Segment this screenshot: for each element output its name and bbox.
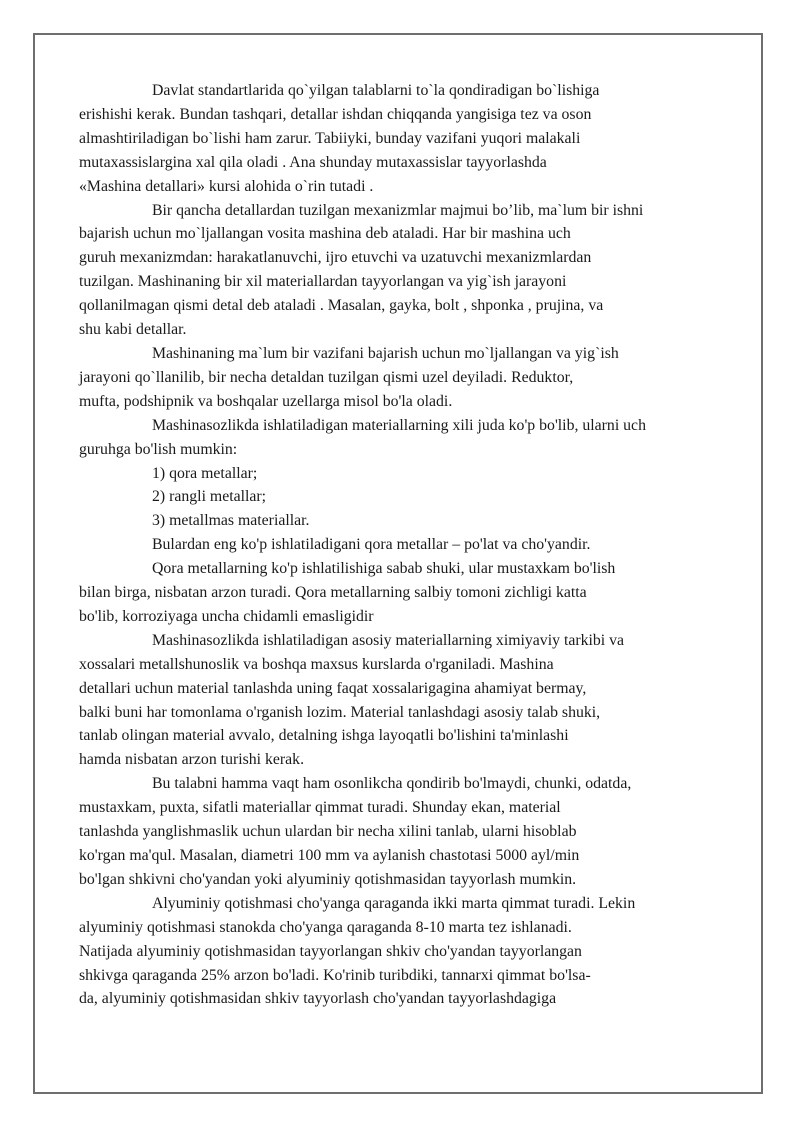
- text-line: «Mashina detallari» kursi alohida o`rin tutadi .: [79, 177, 374, 195]
- text-line: Mashinasozlikda ishlatiladigan asosiy materiallarning ximiyaviy tarkibi va: [152, 631, 625, 649]
- text-line: bo'lgan shkivni cho'yandan yoki alyuminiy qotishmasidan tayyorlash mumkin.: [79, 870, 577, 888]
- text-line: guruh mexanizmdan: harakatlanuvchi, ijro etuvchi va uzatuvchi mexanizmlardan: [79, 249, 592, 267]
- text-line: Davlat standartlarida qo`yilgan talablarni to`la qondiradigan bo`lishiga: [152, 82, 600, 99]
- text-line: Bulardan eng ko'p ishlatiladigani qora metallar – po'lat va cho'yandir.: [152, 536, 591, 554]
- text-line: almashtiriladigan bo`lishi ham zarur. Tabiiyki, bunday vazifani yuqori malakali: [79, 129, 581, 147]
- document-body: [79, 79, 716, 1011]
- text-line: erishishi kerak. Bundan tashqari, detallar ishdan chiqqanda yangisiga tez va oson: [79, 105, 592, 123]
- text-line: tuzilgan. Mashinaning bir xil materiallardan tayyorlangan va yig`ish jarayoni: [79, 273, 567, 291]
- text-line: bajarish uchun mo`ljallangan vosita mashina deb ataladi. Har bir mashina uch: [79, 225, 571, 243]
- text-line: Qora metallarning ko'p ishlatilishiga sabab shuki, ular mustaxkam bo'lish: [152, 560, 616, 578]
- text-line: ko'rgan ma'qul. Masalan, diametri 100 mm va aylanish chastotasi 5000 ayl/min: [79, 847, 580, 864]
- text-line: Natijada alyuminiy qotishmasidan tayyorlangan shkiv cho'yandan tayyorlangan: [79, 942, 582, 960]
- text-line: 2) rangli metallar;: [152, 488, 267, 506]
- text-line: Bu talabni hamma vaqt ham osonlikcha qondirib bo'lmaydi, chunki, odatda,: [152, 775, 632, 793]
- text-line: 1) qora metallar;: [152, 464, 258, 482]
- text-line: guruhga bo'lish mumkin:: [79, 440, 238, 458]
- text-line: tanlab olingan material avvalo, detalning ishga layoqatli bo'lishini ta'minlashi: [79, 727, 569, 745]
- text-line: Mashinaning ma`lum bir vazifani bajarish uchun mo`ljallangan va yig`ish: [152, 344, 619, 362]
- text-line: hamda nisbatan arzon turishi kerak.: [79, 751, 305, 769]
- text-line: balki buni har tomonlama o'rganish lozim. Material tanlashdagi asosiy talab shuki,: [79, 703, 601, 721]
- text-line: mutaxassislargina xal qila oladi . Ana shunday mutaxassislar tayyorlashda: [79, 153, 547, 171]
- text-line: Bir qancha detallardan tuzilgan mexanizmlar majmui bo’lib, ma`lum bir ishni: [152, 201, 644, 219]
- text-line: xossalari metallshunoslik va boshqa maxsus kurslarda o'rganiladi. Mashina: [79, 655, 554, 673]
- text-line: mufta, podshipnik va boshqalar uzellarga misol bo'la oladi.: [79, 392, 453, 410]
- text-line: detallari uchun material tanlashda uning faqat xossalarigagina ahamiyat bermay,: [79, 679, 587, 697]
- text-line: 3) metallmas materiallar.: [152, 512, 310, 530]
- text-line: da, alyuminiy qotishmasidan shkiv tayyorlash cho'yandan tayyorlashdagiga: [79, 990, 557, 1008]
- text-line: bo'lib, korroziyaga uncha chidamli emasligidir: [79, 607, 374, 625]
- text-line: bilan birga, nisbatan arzon turadi. Qora metallarning salbiy tomoni zichligi katta: [79, 584, 587, 602]
- text-line: alyuminiy qotishmasi stanokda cho'yanga qaraganda 8-10 marta tez ishlanadi.: [79, 918, 572, 936]
- text-line: shu kabi detallar.: [79, 321, 187, 339]
- text-line: tanlashda yanglishmaslik uchun ulardan bir necha xilini tanlab, ularni hisoblab: [79, 823, 577, 841]
- text-line: Alyuminiy qotishmasi cho'yanga qaraganda ikki marta qimmat turadi. Lekin: [152, 894, 636, 912]
- text-line: Mashinasozlikda ishlatiladigan materiallarning xili juda ko'p bo'lib, ularni uch: [152, 416, 646, 434]
- text-line: qollanilmagan qismi detal deb ataladi . Masalan, gayka, bolt , shponka , prujina, va: [79, 297, 604, 315]
- text-line: mustaxkam, puxta, sifatli materiallar qimmat turadi. Shunday ekan, material: [79, 799, 561, 817]
- text-line: jarayoni qo`llanilib, bir necha detaldan tuzilgan qismi uzel deyiladi. Reduktor,: [79, 368, 574, 386]
- text-line: shkivga qaraganda 25% arzon bo'ladi. Ko'rinib turibdiki, tannarxi qimmat bo'lsa-: [79, 966, 591, 984]
